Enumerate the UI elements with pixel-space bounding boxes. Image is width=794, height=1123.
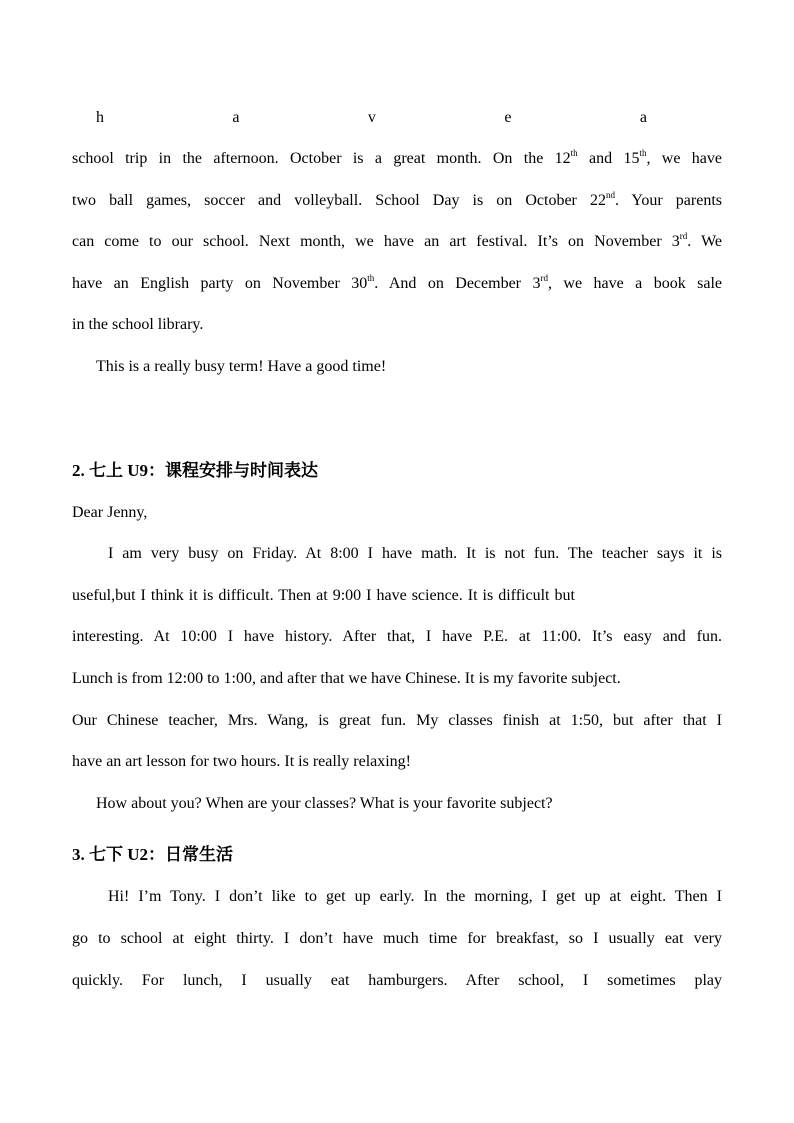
section-heading: 3. 七下 U2：日常生活 xyxy=(72,845,234,864)
spread-letters-line xyxy=(72,108,647,128)
paragraph-line: useful,but I think it is difficult. Then at 9:00 I have science. It is difficult but xyxy=(72,587,575,604)
spread-letter: a xyxy=(232,109,240,126)
paragraph-line: two ball games, soccer and volleyball. School Day is on October 22nd. Your parents xyxy=(72,190,722,209)
spread-letter: v xyxy=(367,109,376,126)
paragraph-line: Our Chinese teacher, Mrs. Wang, is great fun. My classes finish at 1:50, but after that I xyxy=(72,712,722,729)
paragraph-line: can come to our school. Next month, we have an art festival. It’s on November 3rd. We xyxy=(72,231,722,250)
paragraph-line: school trip in the afternoon. October is a great month. On the 12th and 15th, we have xyxy=(72,148,722,167)
letter-greeting: Dear Jenny, xyxy=(72,504,148,521)
paragraph-line: interesting. At 10:00 I have history. After that, I have P.E. at 11:00. It’s easy and fun. xyxy=(72,628,722,645)
paragraph-line: have an English party on November 30th. And on December 3rd, we have a book sale xyxy=(72,273,723,292)
paragraph-line: go to school at eight thirty. I don’t have much time for breakfast, so I usually eat very xyxy=(72,930,722,947)
paragraph-line: quickly. For lunch, I usually eat hamburgers. After school, I sometimes play xyxy=(72,972,722,989)
letter-closing: How about you? When are your classes? What is your favorite subject? xyxy=(96,795,553,812)
paragraph-line: in the school library. xyxy=(72,316,204,333)
spread-letter: h xyxy=(96,109,104,126)
section-heading: 2. 七上 U9：课程安排与时间表达 xyxy=(72,461,319,480)
paragraph-line: Lunch is from 12:00 to 1:00, and after that we have Chinese. It is my favorite subject. xyxy=(72,670,621,687)
paragraph-line: This is a really busy term! Have a good time! xyxy=(96,358,387,375)
paragraph-line: I am very busy on Friday. At 8:00 I have math. It is not fun. The teacher says it is xyxy=(108,545,722,562)
paragraph-line: Hi! I’m Tony. I don’t like to get up early. In the morning, I get up at eight. Then I xyxy=(108,888,722,905)
spread-letter: e xyxy=(504,109,512,126)
paragraph-line: have an art lesson for two hours. It is really relaxing! xyxy=(72,753,412,770)
spread-letter: a xyxy=(639,109,647,126)
